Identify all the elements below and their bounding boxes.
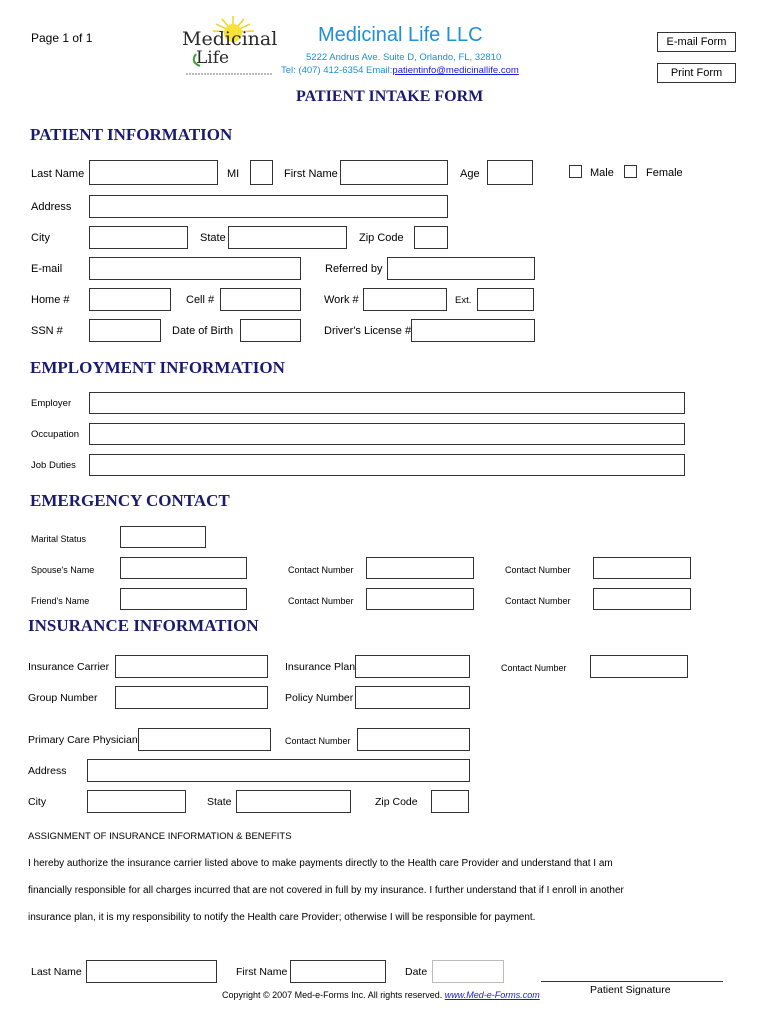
first-name-label: First Name: [284, 168, 338, 180]
insurance-carrier-label: Insurance Carrier: [28, 661, 110, 673]
insurance-contact-label: Contact Number: [501, 663, 567, 673]
work-phone-field[interactable]: [363, 288, 447, 311]
sig-first-name-label: First Name: [236, 966, 288, 978]
employer-label: Employer: [31, 398, 72, 409]
ext-field[interactable]: [477, 288, 534, 311]
friend-name-label: Friend's Name: [31, 596, 90, 606]
address-label: Address: [31, 201, 72, 213]
friend-name-field[interactable]: [120, 588, 247, 610]
company-logo: [178, 14, 278, 78]
job-duties-label: Job Duties: [31, 460, 76, 471]
state-label: State: [200, 232, 226, 244]
friend-contact-field[interactable]: [366, 588, 474, 610]
dob-field[interactable]: [240, 319, 301, 342]
employer-field[interactable]: [89, 392, 685, 414]
insurance-address-label: Address: [28, 765, 67, 777]
email-form-button[interactable]: E-mail Form: [657, 32, 736, 52]
address-field[interactable]: [89, 195, 448, 218]
age-field[interactable]: [487, 160, 533, 185]
pcp-contact-field[interactable]: [357, 728, 470, 751]
home-phone-label: Home #: [31, 294, 70, 306]
job-duties-field[interactable]: [89, 454, 685, 476]
last-name-field[interactable]: [89, 160, 218, 185]
referred-by-field[interactable]: [387, 257, 535, 280]
home-phone-field[interactable]: [89, 288, 171, 311]
patient-signature-label: Patient Signature: [590, 984, 671, 996]
friend-contact2-label: Contact Number: [505, 596, 571, 606]
policy-number-field[interactable]: [355, 686, 470, 709]
drivers-license-field[interactable]: [411, 319, 535, 342]
patient-info-heading: PATIENT INFORMATION: [30, 125, 233, 144]
referred-by-label: Referred by: [325, 263, 383, 275]
company-phone: Tel: (407) 412-6354 Email:: [281, 65, 393, 76]
signature-line[interactable]: [541, 981, 723, 982]
state-field[interactable]: [228, 226, 347, 249]
last-name-label: Last Name: [31, 168, 85, 180]
company-address: 5222 Andrus Ave. Suite D, Orlando, FL, 32810: [306, 52, 502, 63]
marital-status-field[interactable]: [120, 526, 206, 548]
male-label: Male: [590, 167, 614, 179]
marital-status-label: Marital Status: [31, 534, 87, 544]
spouse-contact-label: Contact Number: [288, 565, 354, 575]
pcp-field[interactable]: [138, 728, 271, 751]
pcp-contact-label: Contact Number: [285, 736, 351, 746]
insurance-plan-label: Insurance Plan: [285, 661, 356, 673]
insurance-carrier-field[interactable]: [115, 655, 268, 678]
form-title: PATIENT INTAKE FORM: [296, 88, 484, 105]
work-phone-label: Work #: [324, 294, 359, 306]
insurance-state-label: State: [207, 796, 232, 808]
assignment-line-1: I hereby authorize the insurance carrier listed above to make payments directly to the Health care Provider and understand that I am: [28, 858, 613, 869]
insurance-contact-field[interactable]: [590, 655, 688, 678]
insurance-city-field[interactable]: [87, 790, 186, 813]
policy-number-label: Policy Number: [285, 692, 354, 704]
page-indicator: Page 1 of 1: [31, 31, 93, 45]
sig-date-field[interactable]: [432, 960, 504, 983]
ext-label: Ext.: [455, 295, 472, 306]
pcp-label: Primary Care Physician: [28, 734, 138, 746]
assignment-heading: ASSIGNMENT OF INSURANCE INFORMATION & BENEFITS: [28, 831, 292, 842]
mi-label: MI: [227, 168, 240, 180]
zip-field[interactable]: [414, 226, 448, 249]
group-number-field[interactable]: [115, 686, 268, 709]
friend-contact-label: Contact Number: [288, 596, 354, 606]
sig-first-name-field[interactable]: [290, 960, 386, 983]
insurance-city-label: City: [28, 796, 47, 808]
sig-last-name-field[interactable]: [86, 960, 217, 983]
emergency-contact-heading: EMERGENCY CONTACT: [30, 491, 230, 510]
first-name-field[interactable]: [340, 160, 448, 185]
ssn-label: SSN #: [31, 325, 63, 337]
spouse-contact-field[interactable]: [366, 557, 474, 579]
cell-phone-label: Cell #: [186, 294, 215, 306]
email-label: E-mail: [31, 263, 63, 275]
occupation-label: Occupation: [31, 429, 80, 440]
sig-last-name-label: Last Name: [31, 966, 82, 978]
assignment-line-3: insurance plan, it is my responsibility to notify the Health care Provider; otherwise I will be responsible for payment.: [28, 912, 536, 923]
spouse-contact2-field[interactable]: [593, 557, 691, 579]
spouse-name-field[interactable]: [120, 557, 247, 579]
dob-label: Date of Birth: [172, 325, 234, 337]
email-field[interactable]: [89, 257, 301, 280]
insurance-address-field[interactable]: [87, 759, 470, 782]
copyright-text: Copyright © 2007 Med-e-Forms Inc. All rights reserved.: [222, 990, 443, 1000]
insurance-state-field[interactable]: [236, 790, 351, 813]
ssn-field[interactable]: [89, 319, 161, 342]
cell-phone-field[interactable]: [220, 288, 301, 311]
group-number-label: Group Number: [28, 692, 98, 704]
insurance-zip-label: Zip Code: [375, 796, 418, 808]
employment-info-heading: EMPLOYMENT INFORMATION: [30, 358, 285, 377]
female-label: Female: [646, 167, 683, 179]
med-e-forms-link[interactable]: www.Med-e-Forms.com: [444, 990, 540, 1000]
footer: [222, 988, 540, 1002]
company-contact: [281, 65, 519, 76]
insurance-info-heading: INSURANCE INFORMATION: [28, 616, 259, 635]
insurance-zip-field[interactable]: [431, 790, 469, 813]
company-email-link[interactable]: patientinfo@medicinallife.com: [392, 65, 519, 76]
company-name: Medicinal Life LLC: [318, 24, 483, 46]
city-label: City: [31, 232, 50, 244]
insurance-plan-field[interactable]: [355, 655, 470, 678]
drivers-license-label: Driver's License #: [324, 325, 412, 337]
print-form-button[interactable]: Print Form: [657, 63, 736, 83]
spouse-name-label: Spouse's Name: [31, 565, 95, 575]
occupation-field[interactable]: [89, 423, 685, 445]
zip-label: Zip Code: [359, 232, 404, 244]
spouse-contact2-label: Contact Number: [505, 565, 571, 575]
age-label: Age: [460, 168, 480, 180]
logo-word-medicinal: Medicinal: [182, 28, 278, 50]
mi-field[interactable]: [250, 160, 273, 185]
male-checkbox[interactable]: [569, 165, 582, 178]
city-field[interactable]: [89, 226, 188, 249]
assignment-line-2: financially responsible for all charges incurred that are not covered in full by my insurance. I further understand that if I enroll in another: [28, 885, 624, 896]
sig-date-label: Date: [405, 966, 428, 978]
female-checkbox[interactable]: [624, 165, 637, 178]
friend-contact2-field[interactable]: [593, 588, 691, 610]
logo-word-life: Life: [196, 48, 230, 68]
